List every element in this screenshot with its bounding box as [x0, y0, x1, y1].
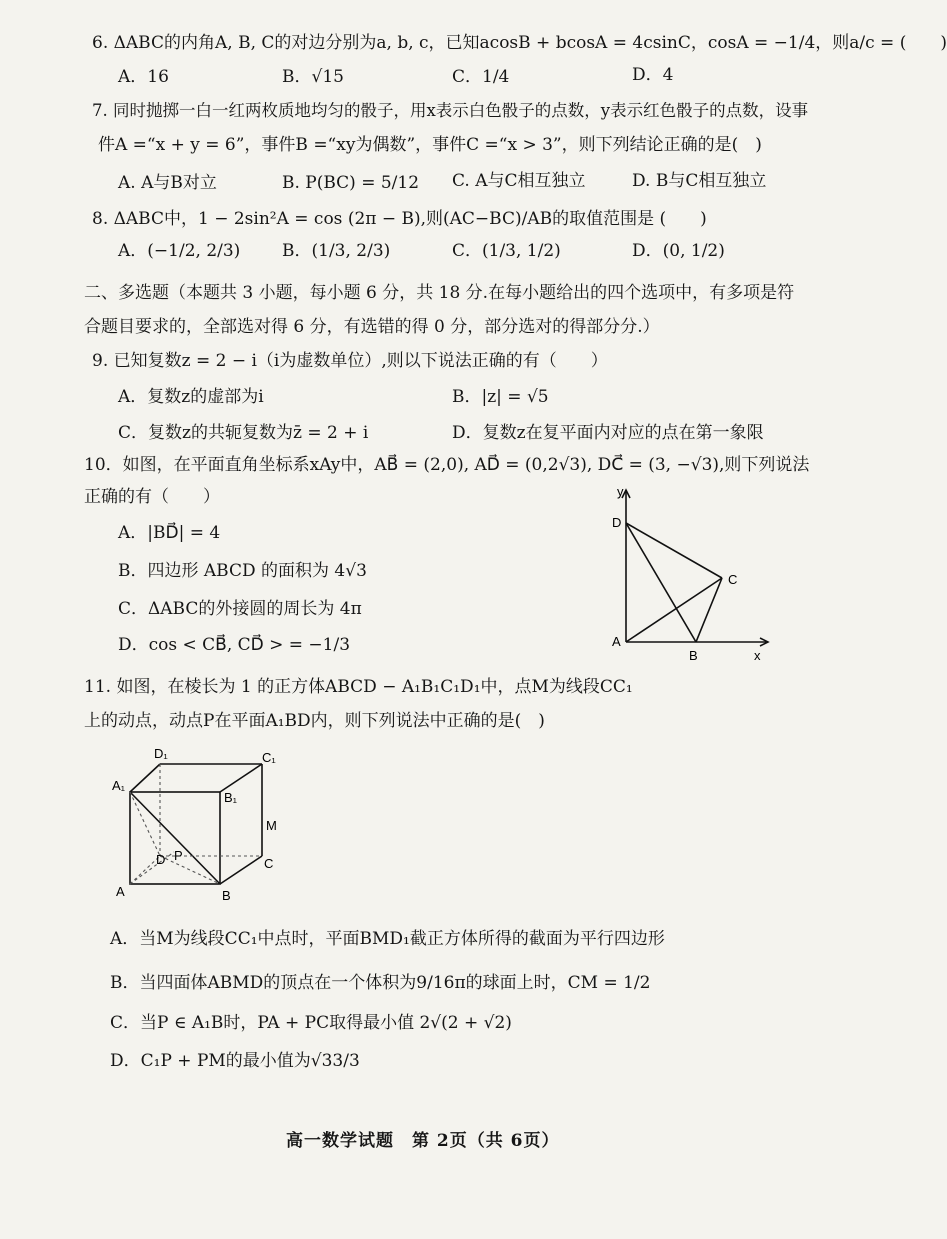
question-9-option-d: D．复数z在复平面内对应的点在第一象限	[452, 423, 764, 443]
question-10-option-d: D．cos < CB⃗, CD⃗ > = −1/3	[118, 635, 351, 655]
section-2-line1: 二、多选题（本题共 3 小题，每小题 6 分，共 18 分.在每小题给出的四个选项中，有多项是符	[84, 283, 795, 303]
question-8-option-a: A．(−1/2, 2/3)	[118, 241, 241, 261]
question-11-stem-line1: 11. 如图，在棱长为 1 的正方体ABCD − A₁B₁C₁D₁中，点M为线段CC₁	[84, 677, 633, 697]
question-7-option-d: D. B与C相互独立	[632, 171, 767, 191]
question-11-option-c: C．当P ∈ A₁B时，PA + PC取得最小值 2√(2 + √2)	[110, 1013, 512, 1033]
figure11-label-c1: C₁	[262, 750, 276, 765]
question-11-cube-figure	[110, 740, 300, 902]
figure11-label-b1: B₁	[224, 790, 238, 805]
question-8-option-d: D．(0, 1/2)	[632, 241, 725, 261]
question-9-option-a: A．复数z的虚部为i	[118, 387, 264, 407]
figure11-label-a: A	[116, 884, 125, 899]
question-7-option-c: C. A与C相互独立	[452, 171, 586, 191]
question-11-option-a: A．当M为线段CC₁中点时，平面BMD₁截正方体所得的截面为平行四边形	[110, 929, 665, 949]
question-9-option-c: C．复数z的共轭复数为z̄ = 2 + i	[118, 423, 369, 443]
question-10-option-b: B．四边形 ABCD 的面积为 4√3	[118, 561, 367, 581]
figure10-label-b: B	[689, 648, 698, 663]
figure10-label-y: y	[617, 484, 624, 499]
section-2-line2: 合题目要求的，全部选对得 6 分，有选错的得 0 分，部分选对的得部分分.）	[84, 317, 660, 337]
question-8-option-c: C．(1/3, 1/2)	[452, 241, 561, 261]
figure11-label-a1: A₁	[112, 778, 126, 793]
question-10-stem-line2: 正确的有（ ）	[84, 487, 220, 507]
question-7-stem-line2: 件A =“x + y = 6”，事件B =“xy为偶数”，事件C =“x > 3”，则下列结论正确的是( )	[98, 135, 762, 155]
question-6-option-b: B．√15	[282, 67, 344, 87]
figure11-label-b: B	[222, 888, 231, 903]
question-7-option-a: A. A与B对立	[118, 173, 217, 193]
question-8-option-b: B．(1/3, 2/3)	[282, 241, 391, 261]
question-8-stem: 8. ΔABC中，1 − 2sin²A = cos (2π − B),则(AC−BC)/AB的取值范围是 ( )	[92, 209, 707, 229]
figure10-label-c: C	[728, 572, 738, 587]
question-11-option-b: B．当四面体ABMD的顶点在一个体积为9/16π的球面上时，CM = 1/2	[110, 973, 651, 993]
figure11-label-p: P	[174, 848, 183, 863]
question-7-stem-line1: 7. 同时抛掷一白一红两枚质地均匀的骰子，用x表示白色骰子的点数，y表示红色骰子的点数，设事	[92, 101, 809, 120]
question-11-stem-line2: 上的动点，动点P在平面A₁BD内，则下列说法中正确的是( )	[84, 711, 545, 731]
question-10-stem-line1: 10．如图，在平面直角坐标系xAy中，AB⃗ = (2,0), AD⃗ = (0,2√3), DC⃗ = (3, −√3),则下列说法	[84, 455, 810, 475]
figure11-label-d: D	[156, 852, 166, 867]
question-11-option-d: D．C₁P + PM的最小值为√33/3	[110, 1051, 360, 1071]
figure11-label-m: M	[266, 818, 277, 833]
question-10-option-c: C．ΔABC的外接圆的周长为 4π	[118, 599, 362, 619]
figure11-label-d1: D₁	[154, 746, 168, 761]
question-6-option-a: A．16	[118, 67, 169, 87]
question-10-option-a: A．|BD⃗| = 4	[118, 523, 221, 543]
question-7-option-b: B. P(BC) = 5/12	[282, 173, 420, 193]
question-9-option-b: B．|z| = √5	[452, 387, 549, 407]
figure10-label-x: x	[754, 648, 761, 663]
question-6-stem: 6. ΔABC的内角A, B, C的对边分别为a, b, c，已知acosB + bcosA = 4csinC，cosA = −1/4，则a/c = ( )	[92, 33, 947, 53]
figure11-label-c: C	[264, 856, 274, 871]
question-6-option-c: C．1/4	[452, 67, 510, 87]
question-6-option-d: D．4	[632, 65, 674, 85]
page-footer: 高一数学试题 第 2页（共 6页）	[286, 1131, 560, 1151]
figure10-label-d: D	[612, 515, 622, 530]
figure10-label-a: A	[612, 634, 621, 649]
question-10-coordinate-figure	[600, 480, 780, 666]
question-9-stem: 9. 已知复数z = 2 − i（i为虚数单位）,则以下说法正确的有（ ）	[92, 351, 608, 371]
